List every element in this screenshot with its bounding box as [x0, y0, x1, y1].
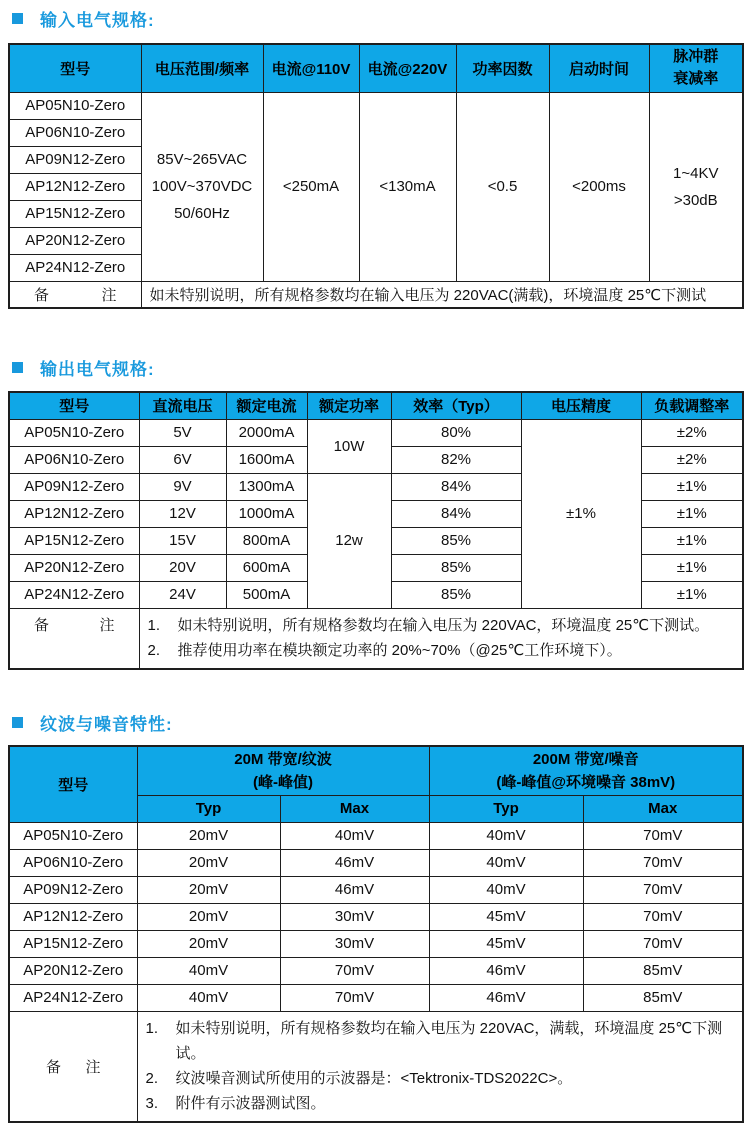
ripple-typ-cell: 40mV [137, 957, 280, 984]
efficiency-cell: 85% [391, 527, 521, 554]
remark-line [146, 1016, 737, 1066]
remark-number: 2. [147, 641, 161, 659]
noise-max-cell: 70mV [583, 876, 743, 903]
col-header-rated-current: 额定电流 [226, 392, 307, 419]
rated-current-cell: 500mA [226, 581, 307, 608]
remark-text-cell [139, 608, 743, 669]
table-row [9, 957, 743, 984]
model-cell: AP15N12-Zero [9, 527, 139, 554]
efficiency-cell: 84% [391, 500, 521, 527]
voltage-precision-cell: ±1% [521, 419, 641, 608]
table-header-row [9, 392, 743, 419]
surge-cell [649, 92, 743, 281]
noise-typ-cell: 45mV [429, 930, 583, 957]
ripple-max-cell: 30mV [280, 930, 429, 957]
col-header-noise-typ: Typ [429, 795, 583, 822]
ripple-max-cell: 46mV [280, 849, 429, 876]
power-factor-cell: <0.5 [456, 92, 549, 281]
noise-max-cell: 70mV [583, 903, 743, 930]
model-cell: AP20N12-Zero [9, 957, 137, 984]
rated-power-cell: 10W [307, 419, 391, 473]
current-220-cell: <130mA [359, 92, 456, 281]
section-title-text: 纹波与噪音特性: [40, 714, 173, 734]
col-header-efficiency: 效率（Typ） [391, 392, 521, 419]
model-cell: AP05N10-Zero [9, 419, 139, 446]
model-cell: AP09N12-Zero [9, 473, 139, 500]
dc-voltage-cell: 20V [139, 554, 226, 581]
table-row [9, 984, 743, 1011]
col-header-model: 型号 [9, 746, 137, 823]
noise-typ-cell: 40mV [429, 822, 583, 849]
output-spec-table [8, 391, 744, 670]
table-row [9, 876, 743, 903]
table-header-row [9, 44, 743, 92]
noise-typ-cell: 40mV [429, 849, 583, 876]
model-cell: AP20N12-Zero [9, 227, 141, 254]
surge-header-line1: 脉冲群 [673, 48, 719, 66]
dc-voltage-cell: 24V [139, 581, 226, 608]
remark-line [148, 613, 737, 638]
efficiency-cell: 85% [391, 554, 521, 581]
col-header-load-regulation: 负载调整率 [641, 392, 743, 419]
remark-text-cell [137, 1011, 743, 1122]
col-header-noise-max: Max [583, 795, 743, 822]
rated-current-cell: 1000mA [226, 500, 307, 527]
input-spec-table [8, 43, 744, 309]
dc-voltage-cell: 15V [139, 527, 226, 554]
noise-typ-cell: 45mV [429, 903, 583, 930]
remark-label-char2: 注 [101, 286, 117, 304]
load-regulation-cell: ±1% [641, 554, 743, 581]
ripple-typ-cell: 40mV [137, 984, 280, 1011]
rated-current-cell: 1600mA [226, 446, 307, 473]
load-regulation-cell: ±1% [641, 473, 743, 500]
remark-row [9, 281, 743, 308]
square-bullet-icon [12, 13, 23, 24]
square-bullet-icon [12, 717, 23, 728]
noise-max-cell: 85mV [583, 984, 743, 1011]
section-title-text: 输出电气规格: [40, 360, 155, 379]
ripple-typ-cell: 20mV [137, 822, 280, 849]
rated-current-cell: 800mA [226, 527, 307, 554]
col-header-current-110: 电流@110V [263, 44, 359, 92]
model-cell: AP24N12-Zero [9, 254, 141, 281]
col-header-ripple-typ: Typ [137, 795, 280, 822]
ripple-max-cell: 40mV [280, 822, 429, 849]
col-header-current-220: 电流@220V [359, 44, 456, 92]
col-group-noise [429, 746, 743, 796]
surge-line1: 1~4KV [673, 164, 719, 182]
load-regulation-cell: ±1% [641, 527, 743, 554]
noise-typ-cell: 46mV [429, 984, 583, 1011]
ripple-max-cell: 70mV [280, 984, 429, 1011]
ripple-noise-title [12, 710, 742, 735]
model-cell: AP12N12-Zero [9, 500, 139, 527]
remark-number: 2. [145, 1069, 159, 1087]
remark-line [148, 638, 737, 663]
remark-row [9, 608, 743, 669]
table-row [9, 930, 743, 957]
noise-group-line1: 200M 带宽/噪音 [532, 750, 639, 768]
model-cell: AP20N12-Zero [9, 554, 139, 581]
surge-line2: >30dB [673, 191, 718, 209]
remark-label-char1: 备 [34, 616, 50, 634]
col-group-ripple [137, 746, 429, 796]
input-spec-title [12, 6, 742, 31]
ripple-max-cell: 30mV [280, 903, 429, 930]
rated-current-cell: 1300mA [226, 473, 307, 500]
col-header-ripple-max: Max [280, 795, 429, 822]
remark-text: 纹波噪音测试所使用的示波器是：<Tektronix-TDS2022C>。 [175, 1069, 573, 1087]
dc-voltage-cell: 12V [139, 500, 226, 527]
dc-voltage-cell: 9V [139, 473, 226, 500]
model-cell: AP05N10-Zero [9, 92, 141, 119]
dc-voltage-cell: 6V [139, 446, 226, 473]
rated-current-cell: 600mA [226, 554, 307, 581]
load-regulation-cell: ±1% [641, 581, 743, 608]
col-header-rated-power: 额定功率 [307, 392, 391, 419]
ripple-noise-table [8, 745, 744, 1123]
dc-voltage-cell: 5V [139, 419, 226, 446]
remark-text: 推荐使用功率在模块额定功率的 20%~70%（@25℃工作环境下）。 [177, 641, 622, 659]
noise-typ-cell: 40mV [429, 876, 583, 903]
model-cell: AP15N12-Zero [9, 200, 141, 227]
ripple-group-line2: (峰-峰值) [253, 773, 313, 791]
ripple-typ-cell: 20mV [137, 903, 280, 930]
remark-number: 1. [147, 616, 161, 634]
noise-max-cell: 85mV [583, 957, 743, 984]
efficiency-cell: 85% [391, 581, 521, 608]
ripple-typ-cell: 20mV [137, 930, 280, 957]
remark-label-cell [9, 608, 139, 669]
noise-typ-cell: 46mV [429, 957, 583, 984]
rated-power-cell: 12w [307, 473, 391, 608]
model-cell: AP06N10-Zero [9, 849, 137, 876]
table-row [9, 419, 743, 446]
col-header-power-factor: 功率因数 [456, 44, 549, 92]
remark-text: 如未特别说明，所有规格参数均在输入电压为 220VAC，满载，环境温度 25℃下测试。 [175, 1019, 723, 1062]
table-row [9, 92, 743, 119]
remark-label-char1: 备 [34, 286, 50, 304]
remark-row [9, 1011, 743, 1122]
model-cell: AP12N12-Zero [9, 903, 137, 930]
voltage-range-line1: 85V~265VAC [156, 151, 248, 168]
ripple-typ-cell: 20mV [137, 849, 280, 876]
surge-header-line2: 衰减率 [673, 70, 719, 88]
ripple-typ-cell: 20mV [137, 876, 280, 903]
remark-label-char2: 注 [85, 1058, 101, 1076]
col-header-surge [649, 44, 743, 92]
table-row [9, 903, 743, 930]
col-header-voltage-precision: 电压精度 [521, 392, 641, 419]
col-header-model: 型号 [9, 392, 139, 419]
startup-time-cell: <200ms [549, 92, 649, 281]
model-cell: AP15N12-Zero [9, 930, 137, 957]
model-cell: AP09N12-Zero [9, 876, 137, 903]
model-cell: AP09N12-Zero [9, 146, 141, 173]
noise-max-cell: 70mV [583, 849, 743, 876]
remark-label-char2: 注 [99, 616, 115, 634]
efficiency-cell: 80% [391, 419, 521, 446]
model-cell: AP12N12-Zero [9, 173, 141, 200]
model-cell: AP24N12-Zero [9, 581, 139, 608]
col-header-startup-time: 启动时间 [549, 44, 649, 92]
section-title-text: 输入电气规格: [40, 11, 155, 30]
remark-label-cell [9, 281, 141, 308]
load-regulation-cell: ±2% [641, 446, 743, 473]
table-row [9, 822, 743, 849]
ripple-group-line1: 20M 带宽/纹波 [234, 750, 332, 768]
ripple-max-cell: 70mV [280, 957, 429, 984]
efficiency-cell: 82% [391, 446, 521, 473]
model-cell: AP06N10-Zero [9, 446, 139, 473]
model-cell: AP24N12-Zero [9, 984, 137, 1011]
noise-max-cell: 70mV [583, 822, 743, 849]
noise-max-cell: 70mV [583, 930, 743, 957]
load-regulation-cell: ±2% [641, 419, 743, 446]
remark-text: 如未特别说明，所有规格参数均在输入电压为 220VAC(满载)，环境温度 25℃下测试 [141, 281, 743, 308]
remark-line [146, 1066, 737, 1091]
col-header-model: 型号 [9, 44, 141, 92]
remark-label-char1: 备 [46, 1058, 62, 1076]
remark-label-cell [9, 1011, 137, 1122]
remark-number: 1. [145, 1019, 159, 1037]
col-header-voltage-range: 电压范围/频率 [141, 44, 263, 92]
current-110-cell: <250mA [263, 92, 359, 281]
table-row [9, 849, 743, 876]
voltage-range-line3: 50/60Hz [174, 205, 230, 222]
remark-number: 3. [145, 1094, 159, 1112]
remark-text: 如未特别说明，所有规格参数均在输入电压为 220VAC，环境温度 25℃下测试。 [177, 616, 710, 634]
model-cell: AP05N10-Zero [9, 822, 137, 849]
col-header-dc-voltage: 直流电压 [139, 392, 226, 419]
ripple-max-cell: 46mV [280, 876, 429, 903]
remark-line [146, 1091, 737, 1116]
rated-current-cell: 2000mA [226, 419, 307, 446]
square-bullet-icon [12, 362, 23, 373]
remark-text: 附件有示波器测试图。 [175, 1094, 326, 1112]
model-cell: AP06N10-Zero [9, 119, 141, 146]
load-regulation-cell: ±1% [641, 500, 743, 527]
output-spec-title [12, 355, 742, 380]
efficiency-cell: 84% [391, 473, 521, 500]
voltage-range-cell [141, 92, 263, 281]
voltage-range-line2: 100V~370VDC [151, 178, 253, 195]
table-header-row [9, 746, 743, 796]
noise-group-line2: (峰-峰值@环境噪音 38mV) [496, 773, 676, 791]
